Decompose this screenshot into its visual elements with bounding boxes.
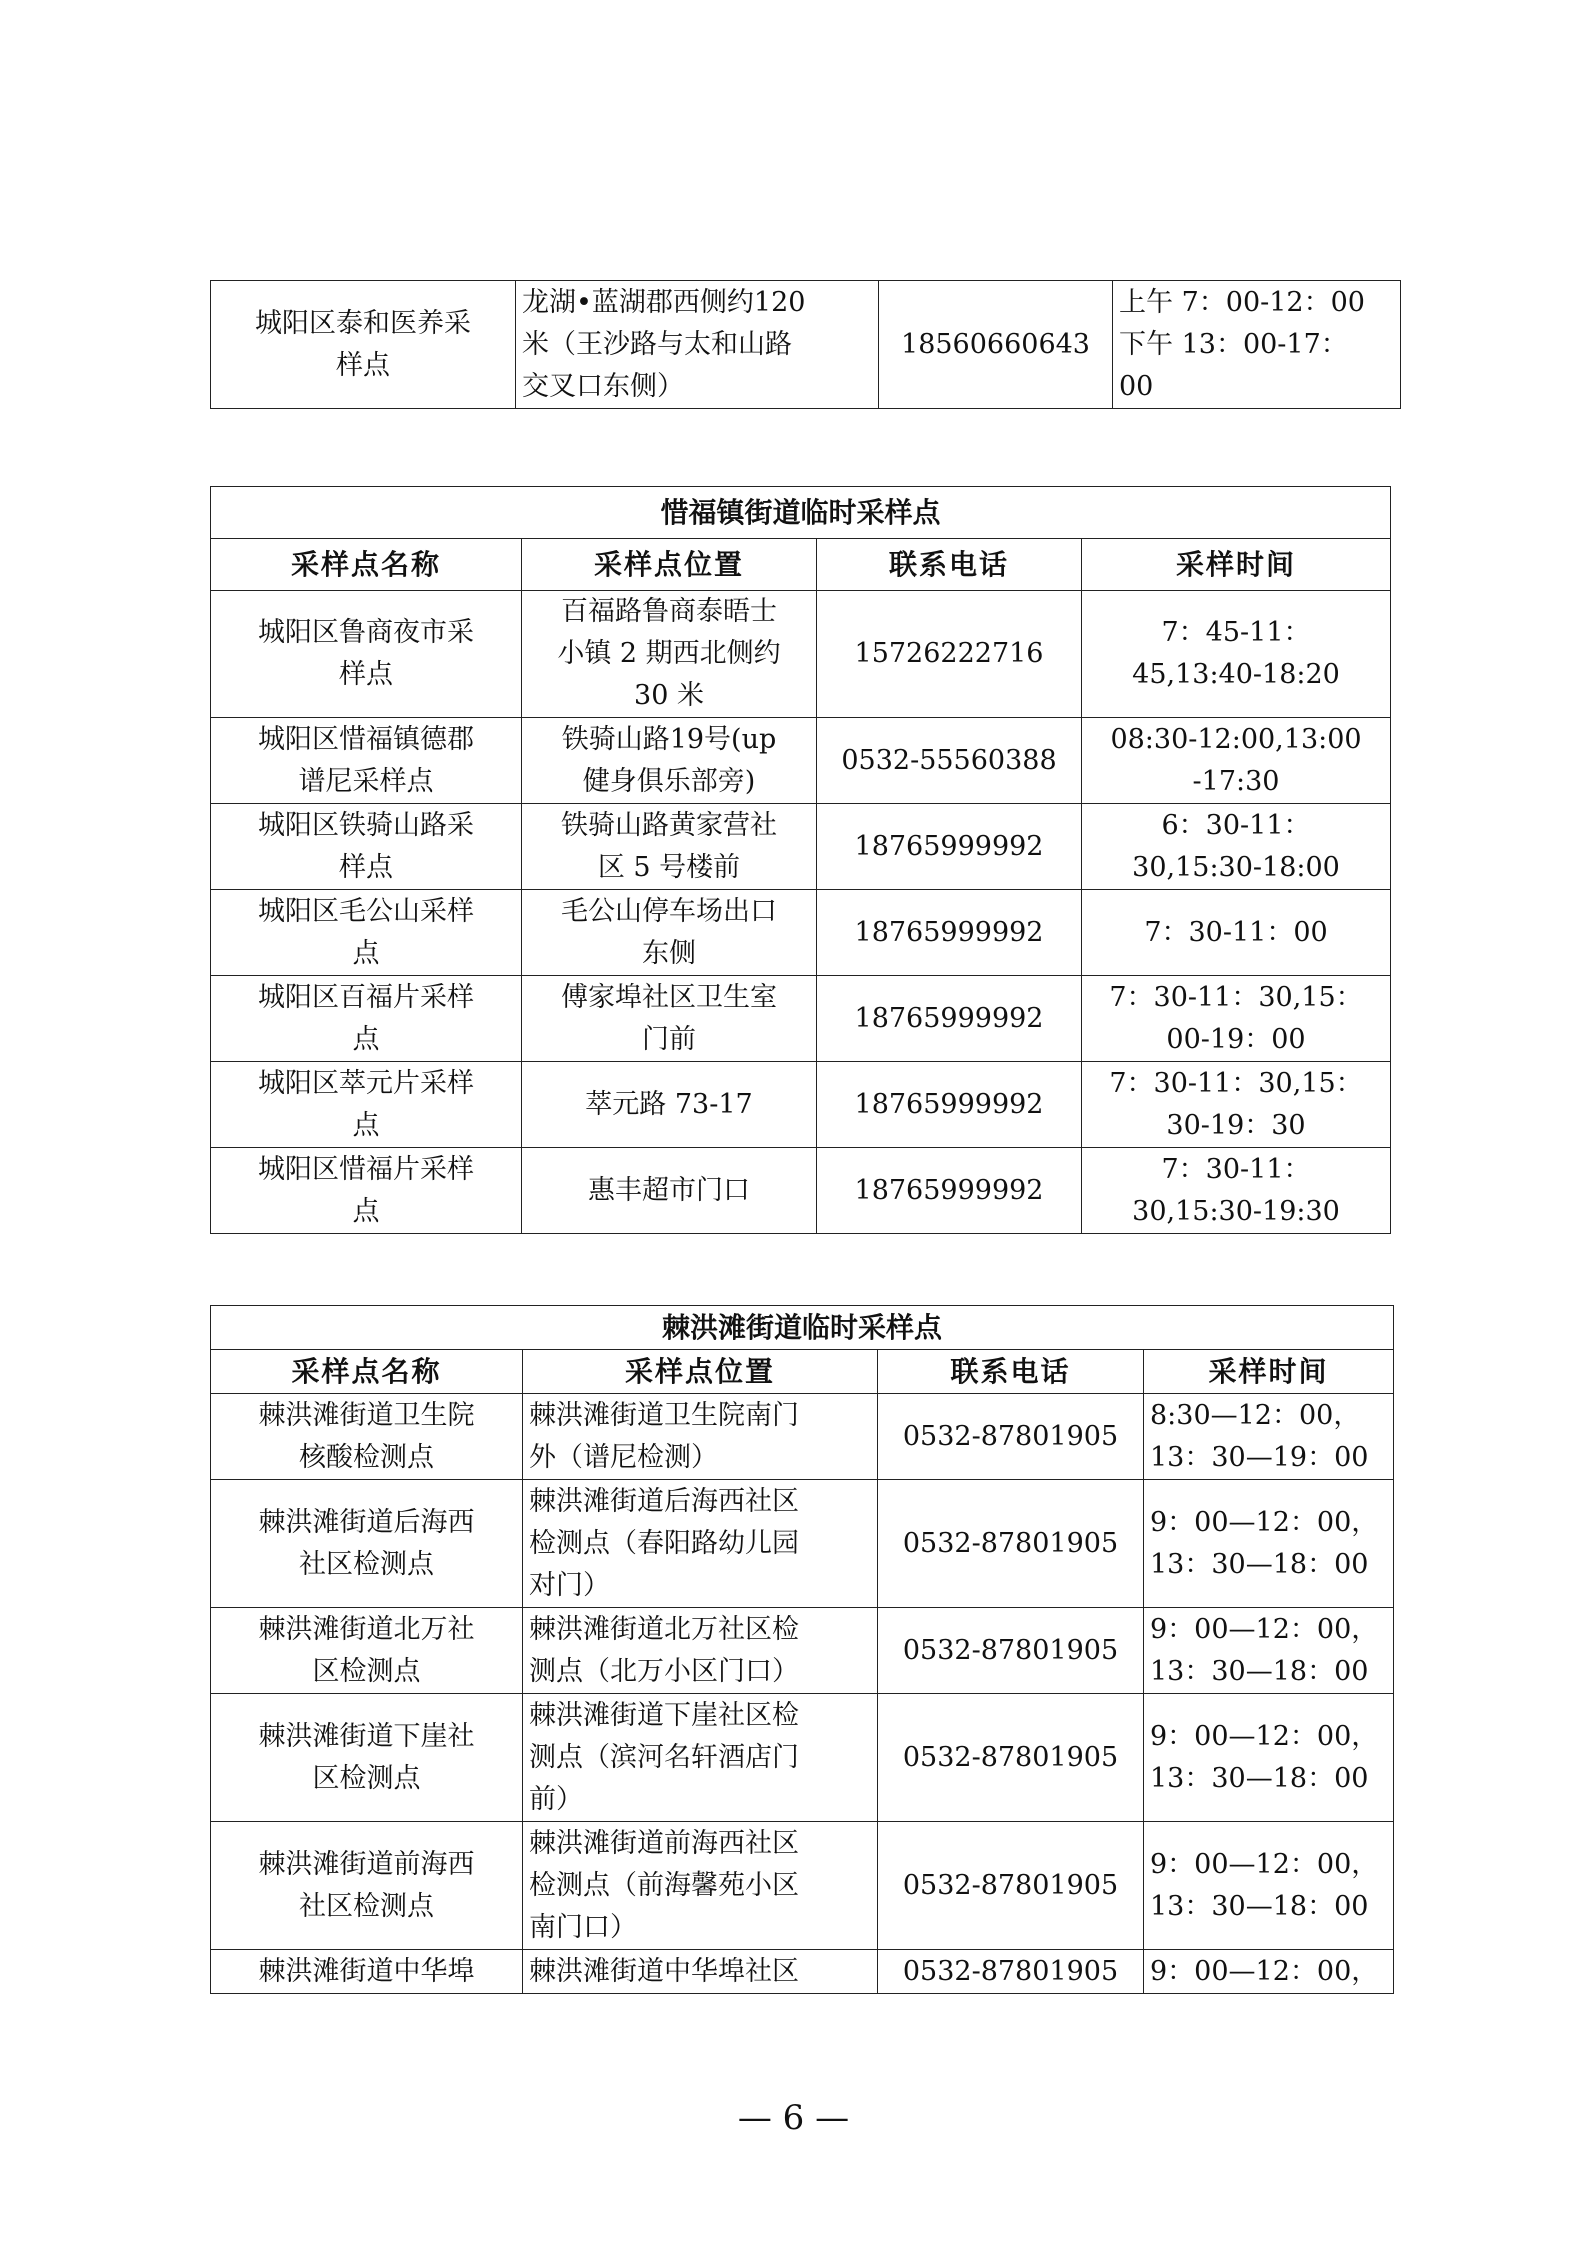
table-continuation [210, 280, 1401, 409]
phone-cell: 18765999992 [817, 890, 1082, 976]
table-row [211, 1148, 1391, 1234]
phone-cell: 18765999992 [817, 1148, 1082, 1234]
time-cell: 9：00—12：00， [1144, 1950, 1394, 1994]
time-cell: 9：00—12：00， 13：30—18：00 [1144, 1480, 1394, 1608]
header-location: 采样点位置 [522, 539, 817, 591]
header-time: 采样时间 [1082, 539, 1391, 591]
phone-cell: 18765999992 [817, 804, 1082, 890]
phone-cell: 18765999992 [817, 976, 1082, 1062]
phone-cell: 15726222716 [817, 591, 1082, 718]
table-row [211, 1822, 1394, 1950]
table-row [211, 1608, 1394, 1694]
phone-cell: 0532-87801905 [878, 1694, 1144, 1822]
site-location-cell: 毛公山停车场出口 东侧 [522, 890, 817, 976]
time-cell: 上午 7：00-12：00 下午 13：00-17： 00 [1113, 281, 1401, 409]
table-title-row [211, 487, 1391, 539]
site-location-cell: 铁骑山路19号(up 健身俱乐部旁) [522, 718, 817, 804]
time-cell: 9：00—12：00， 13：30—18：00 [1144, 1822, 1394, 1950]
site-location-cell: 棘洪滩街道中华埠社区 [523, 1950, 878, 1994]
table-title-row [211, 1306, 1394, 1350]
site-name-cell: 棘洪滩街道下崖社 区检测点 [211, 1694, 523, 1822]
site-name-cell: 城阳区惜福镇德郡 谱尼采样点 [211, 718, 522, 804]
time-cell: 7：30-11：30,15： 00-19：00 [1082, 976, 1391, 1062]
site-name-cell: 城阳区百福片采样 点 [211, 976, 522, 1062]
table-header-row [211, 539, 1391, 591]
site-location-cell: 萃元路 73-17 [522, 1062, 817, 1148]
time-cell: 08:30-12:00,13:00 -17:30 [1082, 718, 1391, 804]
site-location-cell: 棘洪滩街道前海西社区 检测点（前海馨苑小区 南门口） [523, 1822, 878, 1950]
time-cell: 9：00—12：00， 13：30—18：00 [1144, 1694, 1394, 1822]
time-cell: 7：30-11：30,15： 30-19：30 [1082, 1062, 1391, 1148]
phone-cell: 0532-87801905 [878, 1950, 1144, 1994]
time-cell: 7：30-11： 30,15:30-19:30 [1082, 1148, 1391, 1234]
site-location-cell: 铁骑山路黄家营社 区 5 号楼前 [522, 804, 817, 890]
phone-cell: 18765999992 [817, 1062, 1082, 1148]
phone-cell: 0532-87801905 [878, 1480, 1144, 1608]
header-name: 采样点名称 [211, 539, 522, 591]
site-name-cell: 棘洪滩街道中华埠 [211, 1950, 523, 1994]
phone-cell: 18560660643 [879, 281, 1113, 409]
table-row [211, 1062, 1391, 1148]
table-row [211, 1480, 1394, 1608]
time-cell: 6：30-11： 30,15:30-18:00 [1082, 804, 1391, 890]
site-name-cell: 棘洪滩街道卫生院 核酸检测点 [211, 1394, 523, 1480]
site-location-cell: 棘洪滩街道下崖社区检 测点（滨河名轩酒店门 前） [523, 1694, 878, 1822]
site-name-cell: 城阳区惜福片采样 点 [211, 1148, 522, 1234]
table-row [211, 976, 1391, 1062]
site-location-cell: 棘洪滩街道北万社区检 测点（北万小区门口） [523, 1608, 878, 1694]
site-name-cell: 城阳区萃元片采样 点 [211, 1062, 522, 1148]
jihongtan-sampling-table [210, 1305, 1394, 1994]
table-row [211, 718, 1391, 804]
phone-cell: 0532-87801905 [878, 1608, 1144, 1694]
xifu-sampling-table [210, 486, 1391, 1234]
time-cell: 7：45-11： 45,13:40-18:20 [1082, 591, 1391, 718]
header-name: 采样点名称 [211, 1350, 523, 1394]
header-phone: 联系电话 [817, 539, 1082, 591]
table-row [211, 591, 1391, 718]
site-location-cell: 惠丰超市门口 [522, 1148, 817, 1234]
site-location-cell: 傅家埠社区卫生室 门前 [522, 976, 817, 1062]
table-title: 棘洪滩街道临时采样点 [211, 1306, 1394, 1350]
header-location: 采样点位置 [523, 1350, 878, 1394]
header-phone: 联系电话 [878, 1350, 1144, 1394]
site-name-cell: 城阳区泰和医养采 样点 [211, 281, 516, 409]
site-name-cell: 城阳区鲁商夜市采 样点 [211, 591, 522, 718]
site-name-cell: 城阳区铁骑山路采 样点 [211, 804, 522, 890]
phone-cell: 0532-87801905 [878, 1822, 1144, 1950]
site-location-cell: 棘洪滩街道后海西社区 检测点（春阳路幼儿园 对门） [523, 1480, 878, 1608]
table-title: 惜福镇街道临时采样点 [211, 487, 1391, 539]
table-row [211, 1950, 1394, 1994]
table-row [211, 1694, 1394, 1822]
table-row [211, 804, 1391, 890]
phone-cell: 0532-55560388 [817, 718, 1082, 804]
phone-cell: 0532-87801905 [878, 1394, 1144, 1480]
site-name-cell: 城阳区毛公山采样 点 [211, 890, 522, 976]
table-row [211, 281, 1401, 409]
site-name-cell: 棘洪滩街道北万社 区检测点 [211, 1608, 523, 1694]
site-name-cell: 棘洪滩街道前海西 社区检测点 [211, 1822, 523, 1950]
table-header-row [211, 1350, 1394, 1394]
site-name-cell: 棘洪滩街道后海西 社区检测点 [211, 1480, 523, 1608]
header-time: 采样时间 [1144, 1350, 1394, 1394]
site-location-cell: 龙湖•蓝湖郡西侧约120 米（王沙路与太和山路 交叉口东侧） [516, 281, 879, 409]
site-location-cell: 棘洪滩街道卫生院南门 外（谱尼检测） [523, 1394, 878, 1480]
table-row [211, 1394, 1394, 1480]
time-cell: 9：00—12：00， 13：30—18：00 [1144, 1608, 1394, 1694]
time-cell: 8:30—12：00， 13：30—19：00 [1144, 1394, 1394, 1480]
page-number: — 6 — [737, 2098, 850, 2138]
site-location-cell: 百福路鲁商泰晤士 小镇 2 期西北侧约 30 米 [522, 591, 817, 718]
table-row [211, 890, 1391, 976]
time-cell: 7：30-11：00 [1082, 890, 1391, 976]
